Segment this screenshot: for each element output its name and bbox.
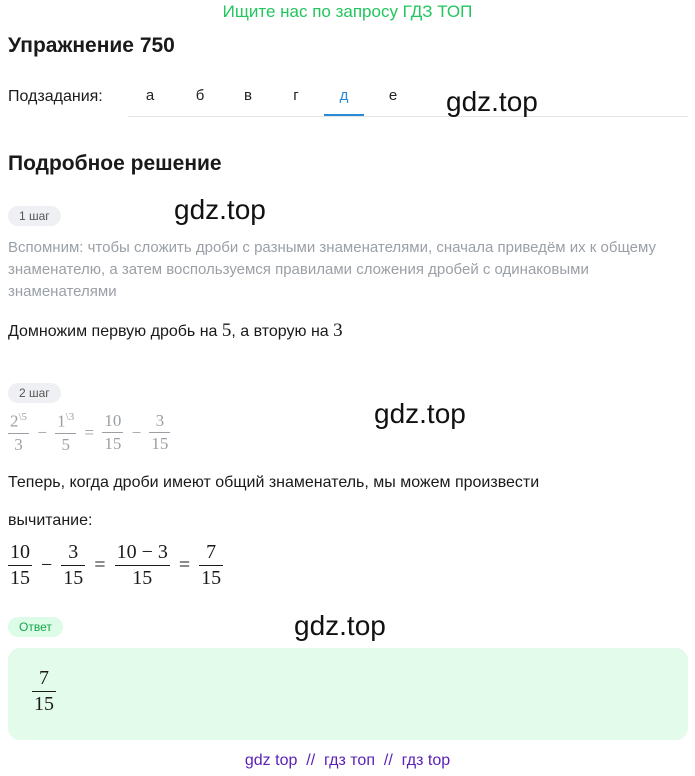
numerator: 10 xyxy=(104,411,122,431)
answer-box xyxy=(8,648,688,740)
promo-banner[interactable]: Ищите нас по запросу ГДЗ ТОП xyxy=(222,2,473,21)
minus-sign: − xyxy=(37,422,47,442)
numerator: 3 xyxy=(68,541,79,563)
multiplier: \5 xyxy=(18,411,28,423)
equation-gray xyxy=(8,412,170,453)
tab-g[interactable]: г xyxy=(293,87,299,104)
tab-b[interactable]: б xyxy=(195,87,205,104)
page-title: Упражнение 750 xyxy=(8,34,175,57)
fraction-bar xyxy=(115,565,170,566)
fraction xyxy=(149,412,170,453)
numerator xyxy=(55,412,76,431)
fraction xyxy=(8,412,29,453)
fraction-bar xyxy=(149,432,170,433)
fraction xyxy=(115,542,170,589)
fraction-bar xyxy=(61,565,85,566)
numerator: 3 xyxy=(155,411,165,431)
step-badge: 2 шаг xyxy=(8,383,61,403)
watermark: gdz.top xyxy=(294,610,386,641)
section-title: Подробное решение xyxy=(8,152,222,175)
footer-links[interactable]: gdz top // гдз топ // гдз top xyxy=(244,752,451,769)
subtasks-label: Подзадания: xyxy=(8,88,103,105)
tab-a[interactable]: а xyxy=(145,87,155,104)
step-text xyxy=(8,320,343,342)
fraction xyxy=(55,412,76,453)
fraction xyxy=(199,542,223,589)
watermark: gdz.top xyxy=(446,86,538,117)
fraction-bar xyxy=(102,432,123,433)
denominator: 15 xyxy=(132,567,153,589)
fraction-bar xyxy=(32,691,56,692)
fraction-bar xyxy=(8,433,29,434)
denominator: 15 xyxy=(151,434,169,454)
answer-equation xyxy=(32,668,56,715)
watermark: gdz.top xyxy=(174,194,266,225)
fraction-bar xyxy=(199,565,223,566)
fraction xyxy=(61,542,85,589)
denominator: 15 xyxy=(34,693,54,715)
numerator: 10 − 3 xyxy=(116,541,168,563)
fraction xyxy=(32,668,56,715)
fraction-bar xyxy=(55,433,76,434)
minus-sign: − xyxy=(41,554,53,576)
watermark: gdz.top xyxy=(374,398,466,429)
denominator: 15 xyxy=(201,567,222,589)
text-part: Домножим первую дробь на xyxy=(8,323,222,340)
numerator-value: 2 xyxy=(10,411,19,431)
math-number: 3 xyxy=(333,320,343,341)
tab-v[interactable]: в xyxy=(244,87,252,104)
step-text: Теперь, когда дроби имеют общий знаменатель, мы можем произвести xyxy=(8,474,540,491)
fraction xyxy=(8,542,32,589)
equals-sign: = xyxy=(84,422,95,442)
numerator: 7 xyxy=(206,541,217,563)
answer-badge: Ответ xyxy=(8,617,63,637)
equals-sign: = xyxy=(94,554,106,576)
numerator: 10 xyxy=(10,541,30,563)
denominator: 15 xyxy=(104,434,122,454)
fraction xyxy=(102,412,123,453)
denominator: 15 xyxy=(63,567,84,589)
tab-d[interactable]: д xyxy=(324,80,364,116)
math-number: 5 xyxy=(221,320,232,341)
text-part: , а вторую на xyxy=(231,323,334,340)
numerator: 7 xyxy=(39,667,49,689)
subtasks-tabs xyxy=(128,80,688,117)
tab-e[interactable]: е xyxy=(388,87,398,104)
equation xyxy=(8,542,223,589)
denominator: 5 xyxy=(61,434,70,454)
fraction-bar xyxy=(8,565,32,566)
numerator-value: 1 xyxy=(57,411,66,431)
step-text: вычитание: xyxy=(8,512,93,529)
equals-sign: = xyxy=(178,554,191,576)
numerator xyxy=(8,412,29,431)
denominator: 15 xyxy=(10,567,30,589)
denominator: 3 xyxy=(14,434,23,454)
multiplier: \3 xyxy=(65,411,75,423)
step-badge: 1 шаг xyxy=(8,206,61,226)
step-hint: Вспомним: чтобы сложить дроби с разными знаменателями, сначала приведём их к общему знаменателю, а затем воспользуемся правилами сложения дробей с одинаковыми знаменателями xyxy=(8,239,656,300)
minus-sign: − xyxy=(131,422,142,442)
